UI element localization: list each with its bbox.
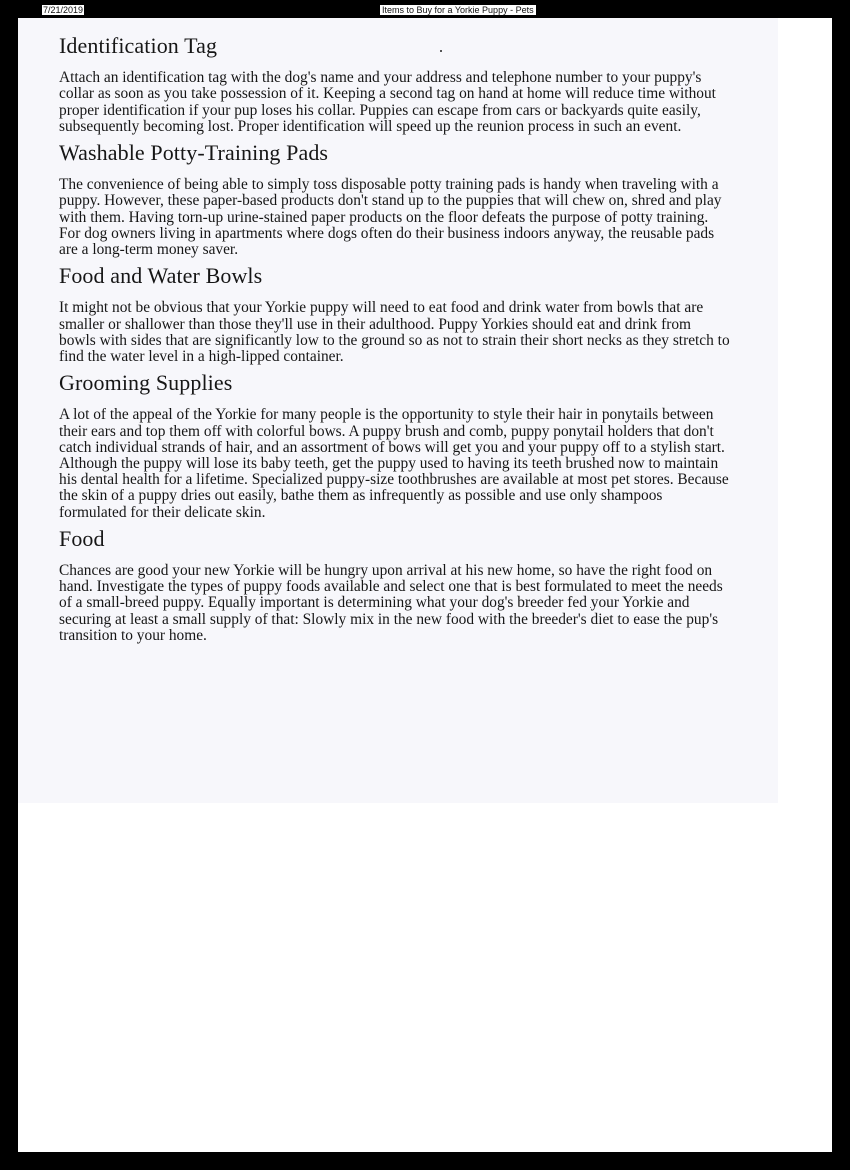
- article: [59, 34, 731, 650]
- section-heading: Identification Tag: [59, 33, 218, 58]
- section-food-water-bowls: [59, 264, 731, 365]
- section-grooming-supplies: [59, 371, 731, 521]
- section-identification-tag: [59, 34, 731, 135]
- print-date: 7/21/2019: [43, 5, 84, 15]
- section-body: Chances are good your new Yorkie will be hungry upon arrival at his new home, so have the right food on hand. Investigate the types of puppy foods available and select one that is best formulated to meet the needs of a small-breed puppy. Equally important is determining what your dog's breeder fed your Yorkie and securing at least a small supply of that: Slowly mix in the new food with the breeder's diet to ease the pup's transition to your home.: [59, 562, 723, 644]
- section-body: It might not be obvious that your Yorkie puppy will need to eat food and drink water from bowls that are smaller or shallower than those they'll use in their adulthood. Puppy Yorkies should eat and drink from bowls with sides that are significantly low to the ground so as not to strain their short necks as they stretch to find the water level in a high-lipped container.: [59, 299, 730, 365]
- section-heading: Food and Water Bowls: [59, 263, 263, 289]
- section-body: The convenience of being able to simply toss disposable potty training pads is handy when traveling with a puppy. However, these paper-based products don't stand up to the puppies that will chew on, shred and play with them. Having torn-up urine-stained paper products on the floor defeats the purpose of potty training. For dog owners living in apartments where dogs often do their business indoors anyway, the reusable pads are a long-term money saver.: [59, 176, 722, 258]
- print-header: [0, 0, 850, 18]
- section-heading: Washable Potty-Training Pads: [59, 140, 329, 165]
- section-food: [59, 527, 731, 644]
- print-page-title: Items to Buy for a Yorkie Puppy - Pets: [382, 5, 534, 15]
- section-heading: Food: [59, 525, 105, 551]
- section-heading: Grooming Supplies: [59, 370, 233, 396]
- section-body: A lot of the appeal of the Yorkie for many people is the opportunity to style their hair in ponytails between their ears and top them off with colorful bows. A puppy brush and comb, puppy ponytail holders that don't catch individual strands of hair, and an assortment of bows will get you and your puppy off to a stylish start. Although the puppy will lose its baby teeth, get the puppy used to having its teeth brushed now to maintain his dental health for a lifetime. Specialized puppy-size toothbrushes are available at most pet stores. Because the skin of a puppy dries out easily, bathe them as infrequently as possible and use only shampoos formulated for their delicate skin.: [59, 406, 729, 521]
- section-potty-training-pads: [59, 141, 731, 258]
- section-body: Attach an identification tag with the dog's name and your address and telephone number to your puppy's collar as soon as you take possession of it. Keeping a second tag on hand at home will reduce time without proper identification if your pup loses his collar. Puppies can escape from cars or backyards quite easily, subsequently becoming lost. Proper identification will speed up the reunion process in such an event.: [59, 69, 716, 135]
